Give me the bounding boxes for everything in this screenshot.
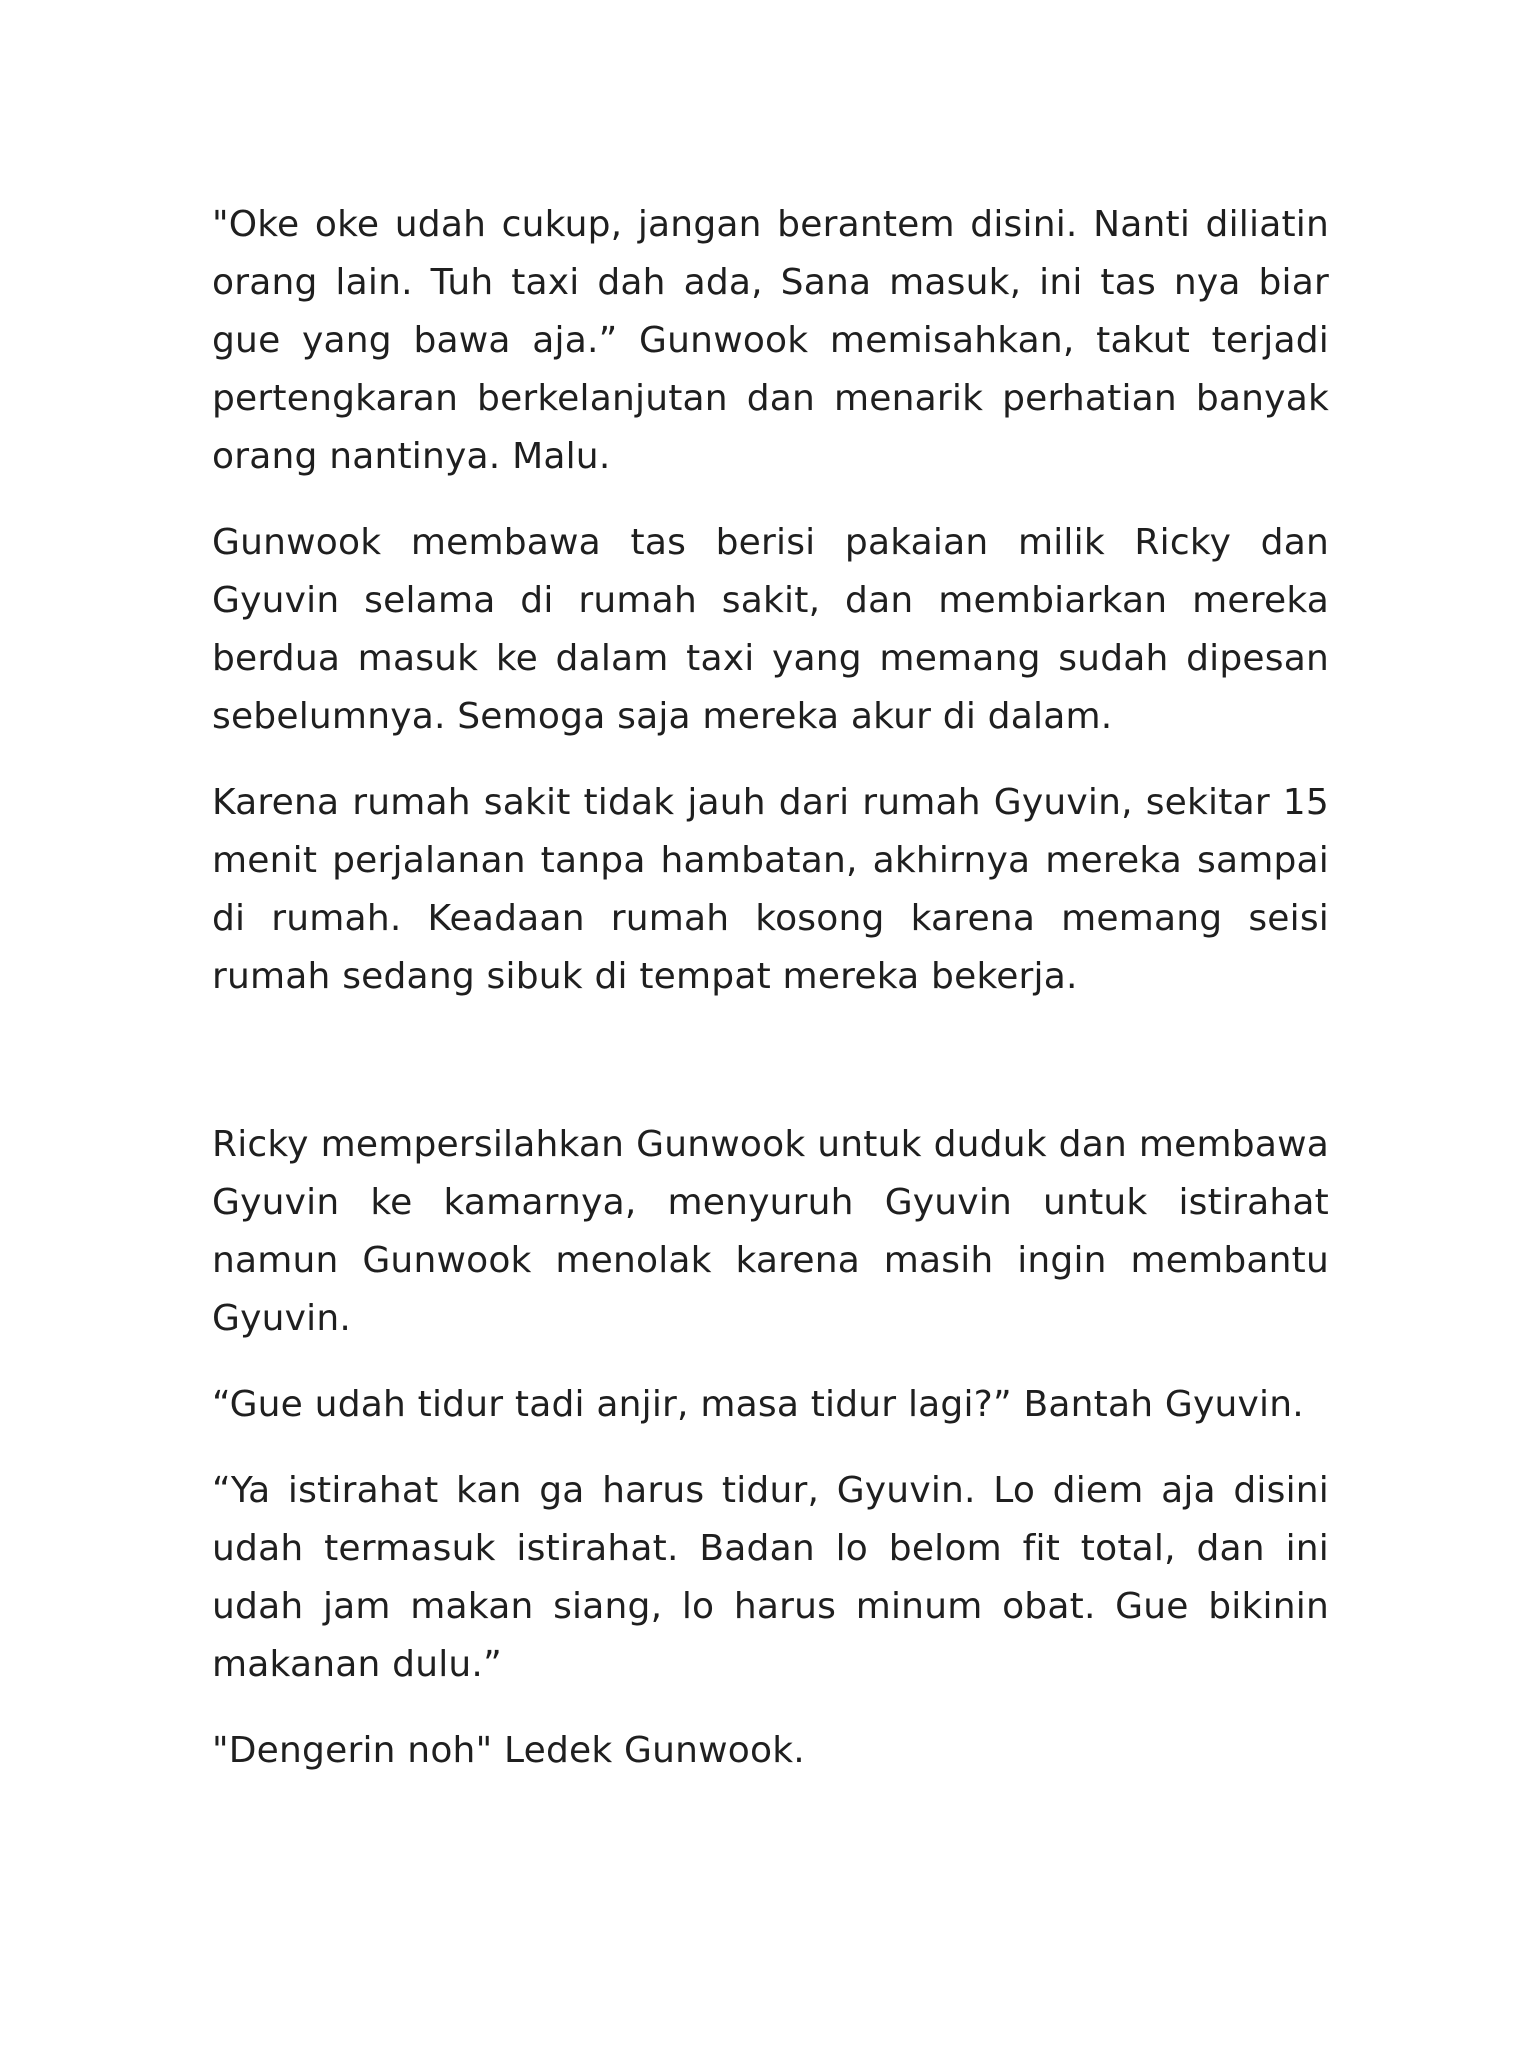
text-section-one [212, 196, 1329, 1034]
paragraph: "Oke oke udah cukup, jangan berantem disini. Nanti diliatin orang lain. Tuh taxi dah ada, Sana masuk, ini tas nya biar gue yang bawa aja.” Gunwook memisahkan, takut terjadi pertengkaran berkelanjutan dan menarik perhatian banyak orang nantinya. Malu. [212, 204, 1329, 477]
paragraph: "Dengerin noh" Ledek Gunwook. [212, 1730, 805, 1771]
paragraph: Karena rumah sakit tidak jauh dari rumah Gyuvin, sekitar 15 menit perjalanan tanpa hambatan, akhirnya mereka sampai di rumah. Keadaan rumah kosong karena memang seisi rumah sedang sibuk di tempat mereka bekerja. [212, 782, 1329, 997]
paragraph: Ricky mempersilahkan Gunwook untuk duduk dan membawa Gyuvin ke kamarnya, menyuruh Gyuvin untuk istirahat namun Gunwook menolak karena masih ingin membantu Gyuvin. [212, 1124, 1329, 1339]
paragraph: “Ya istirahat kan ga harus tidur, Gyuvin. Lo diem aja disini udah termasuk istirahat. Badan lo belom fit total, dan ini udah jam makan siang, lo harus minum obat. Gue bikinin makanan dulu.” [212, 1470, 1329, 1685]
paragraph: “Gue udah tidur tadi anjir, masa tidur lagi?” Bantah Gyuvin. [212, 1384, 1304, 1425]
paragraph: Gunwook membawa tas berisi pakaian milik Ricky dan Gyuvin selama di rumah sakit, dan membiarkan mereka berdua masuk ke dalam taxi yang memang sudah dipesan sebelumnya. Semoga saja mereka akur di dalam. [212, 522, 1329, 737]
text-section-two [212, 1116, 1329, 1808]
